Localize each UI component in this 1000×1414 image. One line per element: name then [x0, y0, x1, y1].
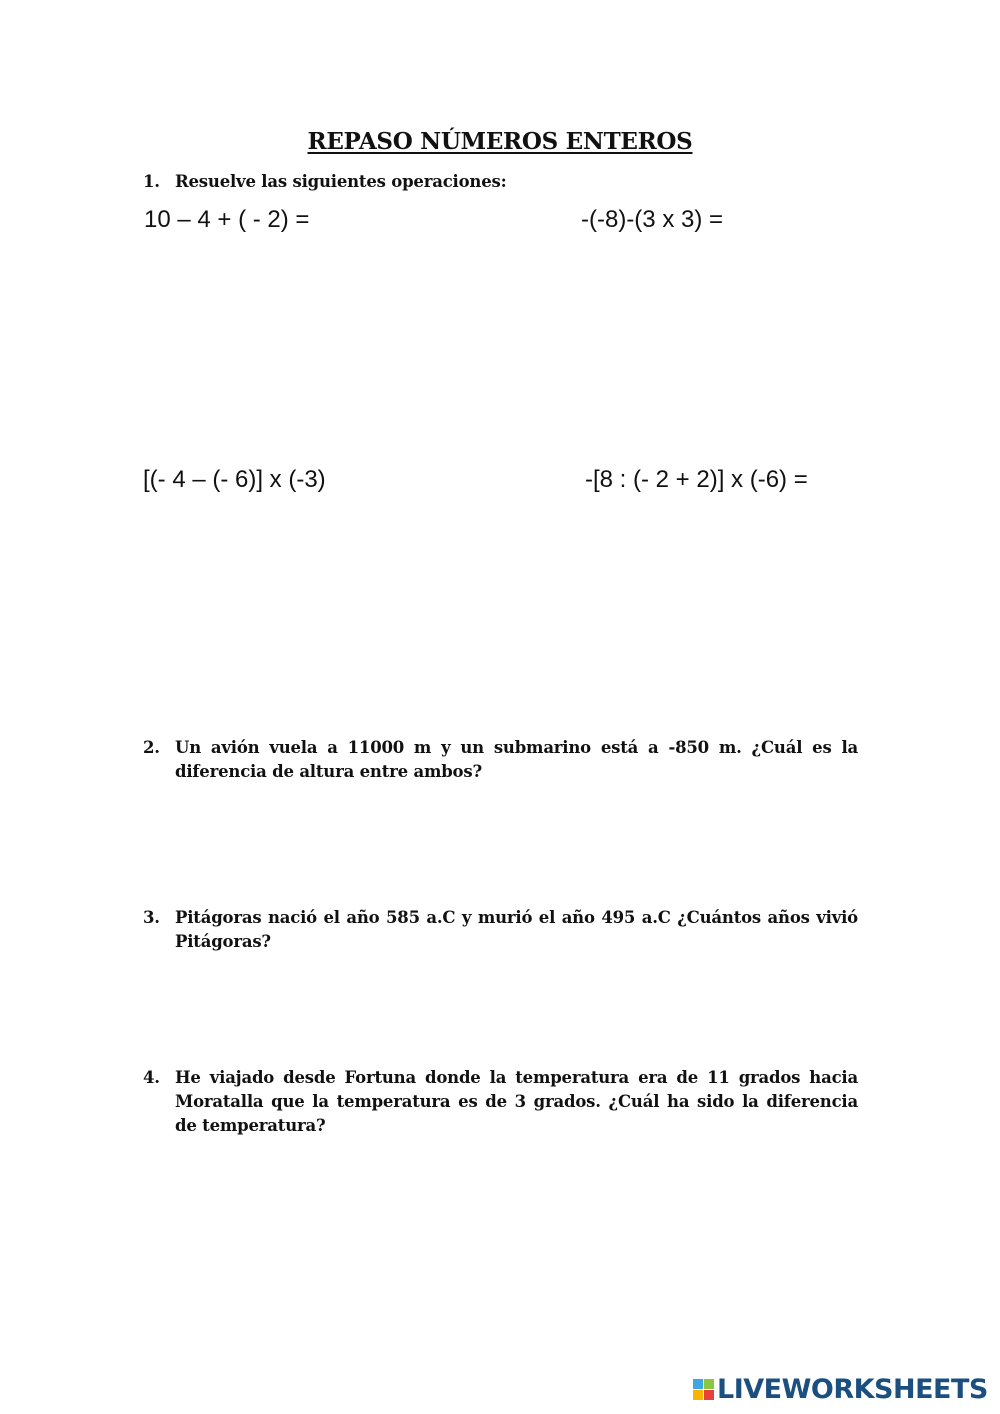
question-2-number: 2.	[143, 738, 160, 757]
question-3	[143, 906, 858, 954]
brand-name: LIVEWORKSHEETS	[717, 1373, 988, 1405]
logo-square	[693, 1390, 703, 1400]
question-2-text: Un avión vuela a 11000 m y un submarino está a -850 m. ¿Cuál es la diferencia de altura entre ambos?	[175, 738, 858, 781]
expression-1: 10 – 4 + ( - 2) =	[144, 206, 310, 233]
question-1-number: 1.	[143, 172, 160, 191]
liveworksheets-logo-icon	[693, 1379, 714, 1400]
expression-2: -(-8)-(3 x 3) =	[581, 206, 724, 233]
logo-square	[693, 1379, 703, 1389]
logo-square	[704, 1390, 714, 1400]
expression-3: [(- 4 – (- 6)] x (-3)	[143, 466, 326, 493]
question-4	[143, 1066, 858, 1138]
liveworksheets-brand	[693, 1374, 988, 1404]
question-3-number: 3.	[143, 908, 160, 927]
question-2	[143, 736, 858, 784]
worksheet-title: REPASO NÚMEROS ENTEROS	[307, 128, 693, 155]
question-1	[143, 170, 858, 194]
expression-4: -[8 : (- 2 + 2)] x (-6) =	[585, 466, 808, 493]
question-1-text: Resuelve las siguientes operaciones:	[175, 172, 507, 191]
logo-square	[704, 1379, 714, 1389]
question-4-text: He viajado desde Fortuna donde la temperatura era de 11 grados hacia Moratalla que la temperatura es de 3 grados. ¿Cuál ha sido la diferencia de temperatura?	[175, 1068, 858, 1135]
question-4-number: 4.	[143, 1068, 160, 1087]
question-3-text: Pitágoras nació el año 585 a.C y murió el año 495 a.C ¿Cuántos años vivió Pitágoras?	[175, 908, 858, 951]
